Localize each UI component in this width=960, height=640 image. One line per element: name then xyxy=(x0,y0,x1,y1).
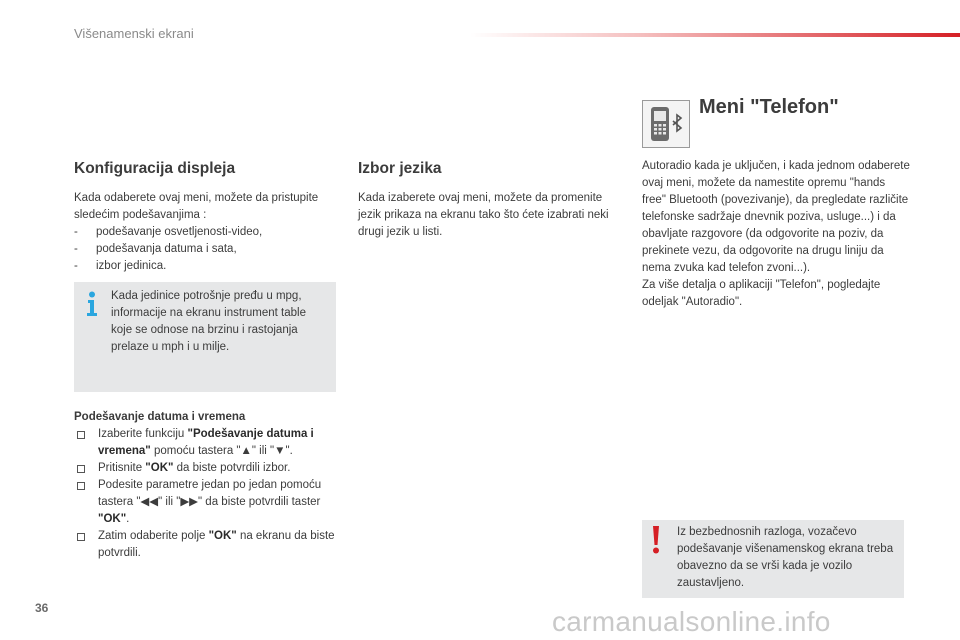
info-note-text: Kada jedinice potrošnje pređu u mpg, informacije na ekranu instrument table koje se odnose na brzinu i rastojanja prelaze u mph i u milje. xyxy=(111,290,306,353)
page-number: 36 xyxy=(35,601,49,615)
step-item: Izaberite funkciju "Podešavanje datuma i vremena" pomoću tastera "▲" ili "▼". xyxy=(74,426,339,460)
phone-menu-section xyxy=(642,158,912,311)
step-item: Zatim odaberite polje "OK" na ekranu da biste potvrdili. xyxy=(74,528,339,562)
step-item: Pritisnite "OK" da biste potvrdili izbor. xyxy=(74,460,339,477)
display-config-list xyxy=(74,224,339,275)
display-config-section xyxy=(74,160,339,275)
phone-bluetooth-icon xyxy=(642,100,690,148)
date-time-section xyxy=(74,409,339,562)
warning-text: Iz bezbednosnih razloga, vozačevo podešavanje višenamenskog ekrana treba obavezno da se vrši kada je vozilo zaustavljeno. xyxy=(677,526,894,589)
list-item: - izbor jedinica. xyxy=(74,260,167,272)
phone-menu-text: Autoradio kada je uključen, i kada jednom odaberete ovaj meni, možete da namestite opremu "hands free" Bluetooth (povezivanje), da pregledate različite telefonske sadržaje dnevnik poziva, usluge...) i da obavljate razgovore (da odgovorite na poziv, da prekinete vezu, da odgovorite na drugu liniju da nema zvuka kad telefon zvoni...). xyxy=(642,160,910,274)
step-item: Podesite parametre jedan po jedan pomoću tastera "◀◀" ili "▶▶" da biste potvrdili taster "OK". xyxy=(74,477,339,528)
checkbox-bullet-icon xyxy=(74,426,98,460)
date-time-steps xyxy=(74,426,339,562)
header-accent-bar xyxy=(470,33,960,37)
info-icon xyxy=(85,291,99,317)
list-item: - podešavanja datuma i sata, xyxy=(74,243,237,255)
display-config-intro: Kada odaberete ovaj meni, možete da pristupite sledećim podešavanjima : xyxy=(74,192,319,221)
section-header-title: Višenamenski ekrani xyxy=(74,26,194,41)
checkbox-bullet-icon xyxy=(74,528,98,562)
warning-icon xyxy=(650,526,662,554)
phone-menu-title: Meni "Telefon" xyxy=(699,96,839,118)
language-text: Kada izaberete ovaj meni, možete da promenite jezik prikaza na ekranu tako što ćete izabrati neki drugi jezik u listi. xyxy=(358,192,609,238)
display-config-title: Konfiguracija displeja xyxy=(74,160,236,177)
language-title: Izbor jezika xyxy=(358,160,442,177)
phone-menu-reference: Za više detalja o aplikaciji "Telefon", pogledajte odeljak "Autoradio". xyxy=(642,279,881,308)
checkbox-bullet-icon xyxy=(74,460,98,477)
checkbox-bullet-icon xyxy=(74,477,98,528)
list-item: - podešavanje osvetljenosti-video, xyxy=(74,226,263,238)
date-time-title: Podešavanje datuma i vremena xyxy=(74,411,246,423)
watermark: carmanualsonline.info xyxy=(552,606,831,637)
language-section xyxy=(358,160,623,241)
